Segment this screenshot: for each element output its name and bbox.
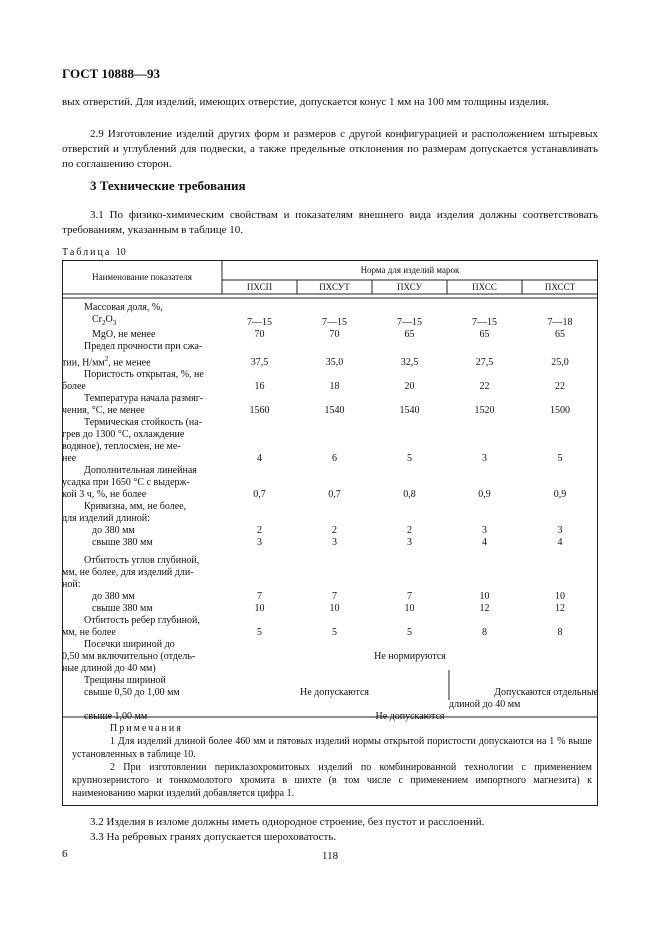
cell: 2 [407, 525, 412, 537]
row-shrink-2: усадка при 1650 °С с выдерж- [62, 477, 190, 489]
brand-pkhsut: ПХСУТ [319, 282, 350, 292]
cell: 1560 [249, 405, 270, 417]
cell: 10 [254, 603, 265, 615]
strength-unit-a: тии, Н/мм [62, 357, 105, 369]
row-corner-2: мм, не более, для изделий дли- [62, 567, 194, 579]
row-mgo: MgO, не менее [92, 329, 156, 340]
row-mass-fraction: Массовая доля, %, [84, 302, 163, 313]
cell: 4 [257, 453, 262, 465]
row-curv-2: для изделий длиной: [62, 513, 150, 525]
row-temp-1: Температура начала размяг- [84, 393, 204, 405]
row-temp-2: чения, °С, не менее [62, 405, 145, 417]
row-corner-3: ной: [62, 579, 81, 591]
table-caption [62, 247, 126, 258]
cell: 7—15 [247, 317, 272, 328]
table-10 [62, 260, 598, 806]
row-nicks-2: 0,50 мм включительно (отдель- [62, 651, 196, 663]
section-paragraph-3-1: 3.1 По физико-химическим свойствам и показателям внешнего вида изделия должны соответствовать требованиям, указанным в таблице 10. [62, 209, 598, 236]
cell: 8 [557, 627, 563, 639]
cell: 35,0 [325, 357, 344, 369]
cell: 5 [407, 453, 412, 465]
note-2: 2 При изготовлении периклазохромитовых изделий по комбинированной технологии с применением крупнозернистого и тонкомолотого хромита в шихте (в том числе с применением импортного магнезита) к наименованию марки изделий добавляется цифра 1. [72, 762, 592, 799]
cr-symbol: Cr [92, 314, 102, 325]
cell: 5 [332, 627, 337, 639]
row-nicks-1: Посечки шириной до [84, 639, 175, 651]
cell: 25,0 [551, 357, 569, 369]
cell: 0,9 [478, 489, 491, 501]
cell: 70 [254, 329, 265, 340]
cell: 7 [407, 591, 412, 603]
note-1: 1 Для изделий длиной более 460 мм и пятовых изделий нормы открытой пористости допускаются на 1 % выше установленных в таблице 10. [72, 736, 592, 760]
row-cracks-2: свыше 0,50 до 1,00 мм [84, 687, 180, 699]
row-corner-upto: до 380 мм [92, 591, 135, 603]
row-strength-1: Предел прочности при сжа- [84, 341, 203, 352]
cell: 7 [257, 591, 262, 603]
row-porosity-2: более [62, 381, 86, 393]
cell: 2 [257, 525, 262, 537]
cell: 1540 [324, 405, 345, 417]
cell: 3 [557, 525, 563, 537]
notes-title: Примечания [110, 723, 183, 734]
cell: 3 [407, 537, 412, 549]
nicks-value: Не нормируются [374, 651, 446, 663]
cell: 5 [557, 453, 563, 465]
row-edge-1: Отбитость ребер глубиной, [84, 615, 200, 627]
row-porosity-1: Пористость открытая, %, не [84, 369, 204, 381]
row-edge-2: мм, не более [62, 627, 116, 639]
cell: 18 [329, 381, 340, 393]
strength-unit-c: , не менее [108, 357, 151, 369]
cell: 1520 [474, 405, 495, 417]
cell: 1500 [550, 405, 570, 417]
cell: 0,7 [253, 489, 266, 501]
cell: 5 [407, 627, 412, 639]
cracks-over-value: Не допускаются [375, 711, 445, 723]
head-norm: Норма для изделий марок [360, 265, 460, 275]
paragraph-3-3: 3.3 На ребровых гранях допускается шероховатость. [90, 831, 337, 843]
brand-pkhsp: ПХСП [246, 282, 273, 292]
cell: 0,8 [403, 489, 416, 501]
cell: 7—15 [472, 317, 497, 328]
row-nicks-3: ные длиной до 40 мм) [62, 663, 156, 675]
row-shrink-3: кой 3 ч, %, не более [62, 489, 147, 501]
table-caption-prefix: Таблица [62, 247, 112, 258]
cell: 22 [479, 381, 490, 393]
cell: 32,5 [400, 357, 419, 369]
cell: 27,5 [475, 357, 494, 369]
o-symbol: O [105, 314, 113, 325]
cell: 70 [329, 329, 340, 340]
intro-paragraph-1: вых отверстий. Для изделий, имеющих отверстие, допускается конус 1 мм на 100 мм толщины изделия. [62, 96, 549, 108]
cell: 4 [557, 537, 563, 549]
cell: 1540 [399, 405, 420, 417]
row-strength-2 [62, 353, 222, 369]
cell: 6 [332, 453, 337, 465]
cell: 0,7 [328, 489, 341, 501]
brand-pkhsst: ПХССТ [544, 282, 576, 292]
cell: 2 [332, 525, 337, 537]
cell: 3 [482, 453, 487, 465]
brand-pkhsu: ПХСУ [397, 282, 422, 292]
row-thermal-1: Термическая стойкость (на- [84, 417, 203, 429]
row-cracks-3: свыше 1,00 мм [84, 711, 148, 723]
cell: 7—15 [397, 317, 422, 328]
cracks-value-b1: Допускаются отдельные [494, 687, 598, 699]
table-notes [72, 722, 592, 800]
cell: 20 [404, 381, 415, 393]
cell: 10 [555, 591, 565, 603]
row-curv-over: свыше 380 мм [92, 537, 153, 549]
row-corner-over: свыше 380 мм [92, 603, 153, 615]
document-header: ГОСТ 10888—93 [62, 66, 161, 81]
cell: 10 [404, 603, 415, 615]
cracks-value-a: Не допускаются [299, 687, 370, 699]
cell: 16 [254, 381, 265, 393]
row-cr2o3 [62, 314, 222, 329]
section-title: 3 Технические требования [90, 178, 246, 193]
cell: 65 [404, 329, 415, 340]
page-number-left: 6 [62, 848, 68, 860]
row-cracks-1: Трещины шириной [84, 675, 166, 687]
row-thermal-2: грев до 1300 °С, охлаждение [62, 429, 185, 441]
cell: 12 [479, 603, 490, 615]
cell: 37,5 [250, 357, 269, 369]
brand-pkhss: ПХСС [472, 282, 497, 292]
cell: 65 [479, 329, 490, 340]
cell: 4 [482, 537, 487, 549]
intro-paragraph-2: 2.9 Изготовление изделий других форм и размеров с другой конфигурацией и расположением штыревых отверстий и углублений для подвески, а также предельные отклонения по размерам допускается устанавливать по соглашению сторон. [62, 128, 598, 170]
table-caption-number: 10 [115, 247, 126, 258]
cell: 12 [555, 603, 565, 615]
row-thermal-3: водяное), теплосмен, не ме- [62, 441, 181, 453]
row-shrink-1: Дополнительная линейная [84, 465, 197, 477]
cracks-value-b2: длиной до 40 мм [449, 699, 521, 711]
row-curv-upto: до 380 мм [92, 525, 135, 537]
cell: 5 [257, 627, 262, 639]
head-name: Наименование показателя [92, 272, 192, 282]
cell: 0,9 [553, 489, 567, 501]
row-thermal-4: нее [62, 453, 77, 465]
cell: 22 [555, 381, 565, 393]
cr-index: 2 [102, 319, 106, 327]
cell: 7—18 [547, 317, 573, 328]
row-curv-1: Кривизна, мм, не более, [84, 501, 187, 513]
cell: 10 [329, 603, 340, 615]
cell: 10 [479, 591, 490, 603]
cell: 3 [332, 537, 337, 549]
cell: 3 [257, 537, 262, 549]
cell: 7—15 [322, 317, 347, 328]
page-number-center: 118 [322, 850, 339, 862]
strength-unit-exp: 2 [104, 355, 109, 363]
cell: 8 [482, 627, 487, 639]
o-index: 3 [112, 319, 117, 327]
row-corner-1: Отбитость углов глубиной, [84, 555, 200, 567]
table-grid [62, 260, 598, 723]
paragraph-3-2: 3.2 Изделия в изломе должны иметь однородное строение, без пустот и расслоений. [90, 816, 485, 828]
cell: 3 [482, 525, 487, 537]
cell: 7 [332, 591, 337, 603]
cell: 65 [555, 329, 565, 340]
